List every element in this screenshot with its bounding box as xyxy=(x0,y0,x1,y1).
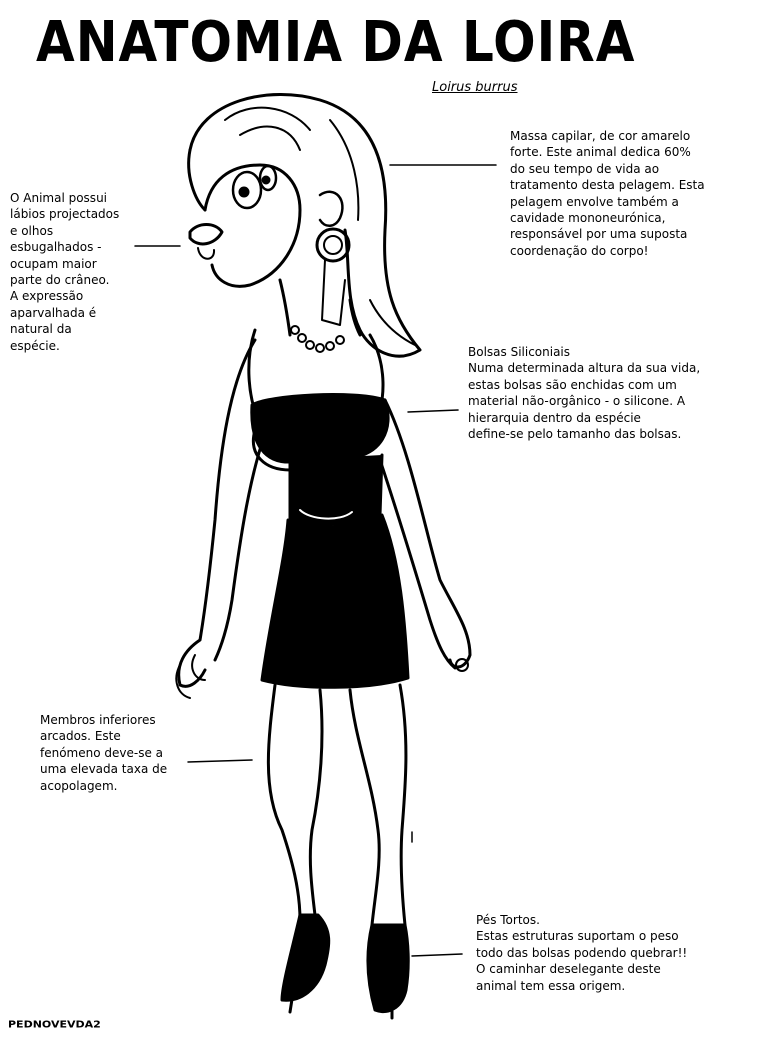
annotation-face: O Animal possui lábios projectados e olhos esbugalhados - ocupam maior parte do crâneo. A expressão aparvalhada é natural da espécie. xyxy=(10,191,120,353)
shoe-right xyxy=(368,925,408,1012)
hair-outline xyxy=(190,94,420,356)
leg-left xyxy=(268,685,300,920)
pointer-line-feet xyxy=(412,954,462,956)
dress-top xyxy=(252,395,388,462)
annotation-hair: Massa capilar, de cor amarelo forte. Este animal dedica 60% do seu tempo de vida ao tratamento desta pelagem. Esta pelagem envolve também a cavidade mononeurónica, responsável por uma suposta coordenação do corpo! xyxy=(510,129,705,258)
artist-signature: PEDNOVEVDA2 xyxy=(8,1018,101,1031)
annotation-feet: Pés Tortos. Estas estruturas suportam o peso todo das bolsas podendo quebrar!! O caminhar deselegante deste animal tem essa origem. xyxy=(476,913,688,993)
page-title: ANATOMIA DA LOIRA xyxy=(36,9,636,75)
pointer-line-boobs xyxy=(408,410,458,412)
face-outline xyxy=(205,165,300,286)
shoe-left xyxy=(282,915,329,1000)
skirt xyxy=(262,515,408,687)
annotation-legs: Membros inferiores arcados. Este fenómeno deve-se a uma elevada taxa de acopolagem. xyxy=(40,713,168,793)
lips xyxy=(190,225,222,244)
species-subtitle: Loirus burrus xyxy=(432,80,518,95)
leg-right xyxy=(350,690,379,925)
arm-left xyxy=(179,340,255,686)
annotation-bolsas: Bolsas Siliconiais Numa determinada altura da sua vida, estas bolsas são enchidas com um material não-orgânico - o silicone. A hierarquia dentro da espécie define-se pelo tamanho das bolsas. xyxy=(468,345,701,442)
earring xyxy=(317,229,349,261)
necklace xyxy=(291,326,344,352)
